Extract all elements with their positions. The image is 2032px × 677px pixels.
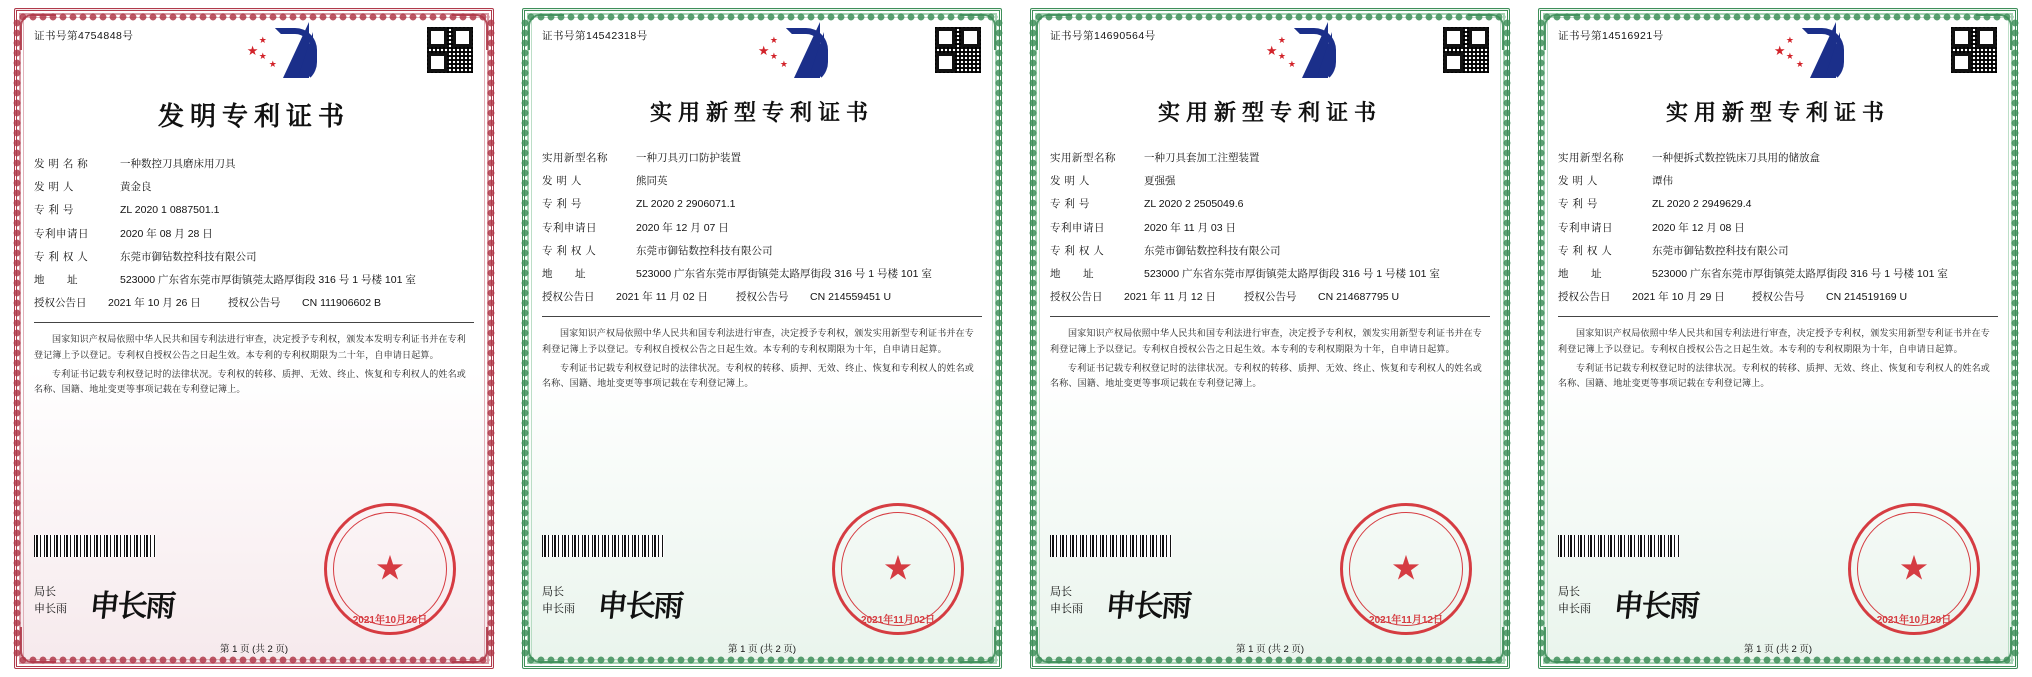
- national-emblem-icon: ★: [1390, 549, 1422, 588]
- field-value-name: 一种便拆式数控铣床刀具用的储放盒: [1652, 152, 1820, 164]
- qr-code-icon: [426, 26, 474, 74]
- border-ornament-left: [1028, 18, 1038, 659]
- director-block: [542, 584, 575, 617]
- field-label-apply-date: 专利申请日: [1558, 221, 1613, 234]
- barcode-icon: [1558, 535, 1680, 557]
- field-label-holder: 专 利 权 人: [1558, 244, 1613, 257]
- director-name: 申长雨: [34, 602, 67, 615]
- field-value-address: 523000 广东省东莞市厚街镇莞太路厚街段 316 号 1 号楼 101 室: [120, 273, 416, 286]
- seal-date: 2021年10月29日: [1876, 615, 1952, 626]
- field-label-name: 实用新型名称: [1558, 152, 1624, 164]
- border-ornament-top: [1034, 12, 1506, 22]
- certificate-header: [1558, 24, 1998, 90]
- legal-paragraph: 专利证书记载专利权登记时的法律状况。专利权的转移、质押、无效、终止、恢复和专利权人的姓名或名称、国籍、地址变更等事项记载在专利登记簿上。: [1558, 362, 1991, 389]
- national-emblem-icon: ★: [882, 549, 914, 588]
- certificate-fields: [1558, 151, 1998, 304]
- field-value-name: 一种刀具套加工注塑装置: [1144, 152, 1260, 164]
- field-label-patent-no: 专 利 号: [1050, 198, 1090, 211]
- field-value-inventor: 黄金良: [120, 181, 152, 194]
- barcode-icon: [1050, 535, 1172, 557]
- field-label-address: 地 址: [1558, 267, 1602, 280]
- border-ornament-bottom: [1542, 655, 2014, 665]
- border-ornament-right: [486, 18, 496, 659]
- field-value-patent-no: ZL 2020 2 2505049.6: [1144, 198, 1244, 211]
- field-value-grant-no: CN 111906602 B: [302, 297, 382, 310]
- field-label-address: 地 址: [542, 267, 586, 280]
- border-ornament-right: [994, 18, 1004, 659]
- field-value-address: 523000 广东省东莞市厚街镇莞太路厚街段 316 号 1 号楼 101 室: [1144, 267, 1440, 280]
- field-value-address: 523000 广东省东莞市厚街镇莞太路厚街段 316 号 1 号楼 101 室: [636, 267, 932, 280]
- field-value-holder: 东莞市御钻数控科技有限公司: [1144, 244, 1281, 257]
- cnipa-sail-logo-icon: ★ ★ ★ ★: [1262, 22, 1336, 84]
- field-label-apply-date: 专利申请日: [1050, 221, 1105, 234]
- field-label-address: 地 址: [1050, 267, 1094, 280]
- barcode-icon: [34, 535, 156, 557]
- barcode-icon: [542, 535, 664, 557]
- field-label-address: 地 址: [34, 273, 78, 286]
- director-signature: 申长雨: [1611, 589, 1700, 624]
- certificate-number: 证书号第4754848号: [34, 30, 134, 42]
- field-label-apply-date: 专利申请日: [542, 221, 597, 234]
- border-ornament-top: [526, 12, 998, 22]
- border-ornament-bottom: [1034, 655, 1506, 665]
- field-label-name: 发 明 名 称: [34, 158, 89, 170]
- national-emblem-icon: ★: [1898, 549, 1930, 588]
- field-value-grant-date: 2021 年 10 月 26 日: [108, 297, 201, 310]
- divider: [1558, 316, 1998, 317]
- field-label-grant-date: 授权公告日: [1558, 291, 1611, 304]
- seal-date: 2021年11月12日: [1369, 615, 1443, 626]
- official-seal: [832, 503, 964, 635]
- cnipa-sail-logo-icon: ★ ★ ★ ★: [1770, 22, 1844, 84]
- border-ornament-left: [520, 18, 530, 659]
- cnipa-sail-logo-icon: ★ ★ ★ ★: [243, 22, 317, 84]
- border-ornament-left: [12, 18, 22, 659]
- page-footer: 第 1 页 (共 2 页): [1235, 644, 1305, 655]
- divider: [1050, 316, 1490, 317]
- director-signature: 申长雨: [1103, 589, 1192, 624]
- director-label: 局长: [34, 586, 56, 598]
- page-footer: 第 1 页 (共 2 页): [219, 644, 289, 655]
- director-label: 局长: [542, 586, 564, 598]
- director-block: [1050, 584, 1083, 617]
- page-title: 实用新型专利证书: [1665, 100, 1890, 126]
- director-name: 申长雨: [1558, 602, 1591, 615]
- field-label-inventor: 发 明 人: [34, 181, 74, 194]
- certificate-fields: [542, 151, 982, 304]
- certificate-fields: [34, 157, 474, 310]
- field-value-grant-no: CN 214519169 U: [1826, 291, 1908, 304]
- page-title: 实用新型专利证书: [649, 100, 874, 126]
- certificate-fields: [1050, 151, 1490, 304]
- field-value-holder: 东莞市御钻数控科技有限公司: [120, 250, 257, 263]
- legal-paragraph: 国家知识产权局依照中华人民共和国专利法进行审查，决定授予专利权，颁发本发明专利证书并在专利登记簿上予以登记。专利权自授权公告之日起生效。本专利的专利权期限为二十年，自申请日起算。: [34, 334, 467, 360]
- official-seal: [1340, 503, 1472, 635]
- field-label-grant-no: 授权公告号: [736, 291, 789, 304]
- legal-paragraph: 专利证书记载专利权登记时的法律状况。专利权的转移、质押、无效、终止、恢复和专利权人的姓名或名称、国籍、地址变更等事项记载在专利登记簿上。: [34, 368, 467, 395]
- patent-certificate: [1524, 0, 2032, 677]
- field-value-holder: 东莞市御钻数控科技有限公司: [1652, 244, 1789, 257]
- qr-code-icon: [1442, 26, 1490, 74]
- border-ornament-top: [1542, 12, 2014, 22]
- border-ornament-left: [1536, 18, 1546, 659]
- director-name: 申长雨: [542, 602, 575, 615]
- national-emblem-icon: ★: [374, 549, 406, 588]
- certificate-header: [34, 24, 474, 90]
- field-label-name: 实用新型名称: [1050, 152, 1116, 164]
- field-label-holder: 专 利 权 人: [1050, 244, 1105, 257]
- legal-paragraph: 国家知识产权局依照中华人民共和国专利法进行审查，决定授予专利权，颁发实用新型专利证书并在专利登记簿上予以登记。专利权自授权公告之日起生效。本专利的专利权期限为十年，自申请日起算。: [542, 328, 975, 354]
- field-label-inventor: 发 明 人: [1050, 175, 1090, 188]
- qr-code-icon: [1950, 26, 1998, 74]
- legal-paragraph: 国家知识产权局依照中华人民共和国专利法进行审查，决定授予专利权，颁发实用新型专利证书并在专利登记簿上予以登记。专利权自授权公告之日起生效。本专利的专利权期限为十年，自申请日起算。: [1558, 328, 1991, 354]
- field-value-patent-no: ZL 2020 2 2906071.1: [636, 198, 736, 211]
- field-value-grant-no: CN 214687795 U: [1318, 291, 1400, 304]
- field-value-grant-date: 2021 年 10 月 29 日: [1632, 291, 1725, 304]
- field-value-name: 一种数控刀具磨床用刀具: [120, 158, 236, 170]
- field-value-apply-date: 2020 年 12 月 08 日: [1652, 221, 1745, 234]
- official-seal: [1848, 503, 1980, 635]
- field-label-grant-no: 授权公告号: [1752, 291, 1805, 304]
- legal-paragraph: 专利证书记载专利权登记时的法律状况。专利权的转移、质押、无效、终止、恢复和专利权人的姓名或名称、国籍、地址变更等事项记载在专利登记簿上。: [542, 362, 975, 389]
- certificate-header: [1050, 24, 1490, 90]
- field-value-name: 一种刀具刃口防护装置: [636, 152, 741, 164]
- field-label-patent-no: 专 利 号: [1558, 198, 1598, 211]
- page-title: 实用新型专利证书: [1157, 100, 1382, 126]
- page-footer: 第 1 页 (共 2 页): [1743, 644, 1813, 655]
- field-value-holder: 东莞市御钻数控科技有限公司: [636, 244, 773, 257]
- director-block: [1558, 584, 1591, 617]
- field-value-grant-no: CN 214559451 U: [810, 291, 892, 304]
- certificate-number: 证书号第14542318号: [542, 30, 648, 42]
- field-label-apply-date: 专利申请日: [34, 227, 89, 240]
- field-label-grant-date: 授权公告日: [1050, 291, 1103, 304]
- border-ornament-bottom: [18, 655, 490, 665]
- field-label-inventor: 发 明 人: [1558, 175, 1598, 188]
- director-signature: 申长雨: [595, 589, 684, 624]
- field-value-inventor: 夏强强: [1144, 175, 1176, 188]
- field-label-grant-date: 授权公告日: [542, 291, 595, 304]
- border-ornament-right: [1502, 18, 1512, 659]
- certificate-number: 证书号第14516921号: [1558, 30, 1664, 42]
- cnipa-sail-logo-icon: ★ ★ ★ ★: [754, 22, 828, 84]
- official-seal: [324, 503, 456, 635]
- patent-certificate: [1016, 0, 1524, 677]
- divider: [34, 322, 474, 323]
- field-value-address: 523000 广东省东莞市厚街镇莞太路厚街段 316 号 1 号楼 101 室: [1652, 267, 1948, 280]
- border-ornament-top: [18, 12, 490, 22]
- field-label-holder: 专 利 权 人: [34, 250, 89, 263]
- field-value-inventor: 熊同英: [636, 175, 668, 188]
- field-value-apply-date: 2020 年 08 月 28 日: [120, 227, 213, 240]
- director-block: [34, 584, 67, 617]
- certificate-header: [542, 24, 982, 90]
- field-value-apply-date: 2020 年 11 月 03 日: [1144, 221, 1237, 234]
- field-value-patent-no: ZL 2020 1 0887501.1: [120, 204, 220, 217]
- field-value-grant-date: 2021 年 11 月 12 日: [1124, 291, 1217, 304]
- seal-date: 2021年11月02日: [861, 615, 935, 626]
- director-name: 申长雨: [1050, 602, 1083, 615]
- field-value-grant-date: 2021 年 11 月 02 日: [616, 291, 709, 304]
- patent-certificate: [0, 0, 508, 677]
- field-label-grant-no: 授权公告号: [1244, 291, 1297, 304]
- field-value-patent-no: ZL 2020 2 2949629.4: [1652, 198, 1752, 211]
- director-label: 局长: [1558, 586, 1580, 598]
- field-label-holder: 专 利 权 人: [542, 244, 597, 257]
- border-ornament-right: [2010, 18, 2020, 659]
- page-title: 发明专利证书: [157, 102, 350, 132]
- legal-paragraph: 国家知识产权局依照中华人民共和国专利法进行审查，决定授予专利权，颁发实用新型专利证书并在专利登记簿上予以登记。专利权自授权公告之日起生效。本专利的专利权期限为十年，自申请日起算。: [1050, 328, 1483, 354]
- qr-code-icon: [934, 26, 982, 74]
- director-signature: 申长雨: [87, 589, 176, 624]
- field-label-patent-no: 专 利 号: [34, 204, 74, 217]
- seal-date: 2021年10月26日: [352, 615, 428, 626]
- field-label-grant-no: 授权公告号: [228, 297, 281, 310]
- legal-paragraph: 专利证书记载专利权登记时的法律状况。专利权的转移、质押、无效、终止、恢复和专利权人的姓名或名称、国籍、地址变更等事项记载在专利登记簿上。: [1050, 362, 1483, 389]
- director-label: 局长: [1050, 586, 1072, 598]
- field-value-inventor: 谭伟: [1652, 175, 1673, 188]
- border-ornament-bottom: [526, 655, 998, 665]
- certificate-number: 证书号第14690564号: [1050, 30, 1156, 42]
- field-label-grant-date: 授权公告日: [34, 297, 87, 310]
- field-label-name: 实用新型名称: [542, 152, 608, 164]
- field-label-patent-no: 专 利 号: [542, 198, 582, 211]
- field-label-inventor: 发 明 人: [542, 175, 582, 188]
- divider: [542, 316, 982, 317]
- field-value-apply-date: 2020 年 12 月 07 日: [636, 221, 729, 234]
- patent-certificate: [508, 0, 1016, 677]
- page-footer: 第 1 页 (共 2 页): [727, 644, 797, 655]
